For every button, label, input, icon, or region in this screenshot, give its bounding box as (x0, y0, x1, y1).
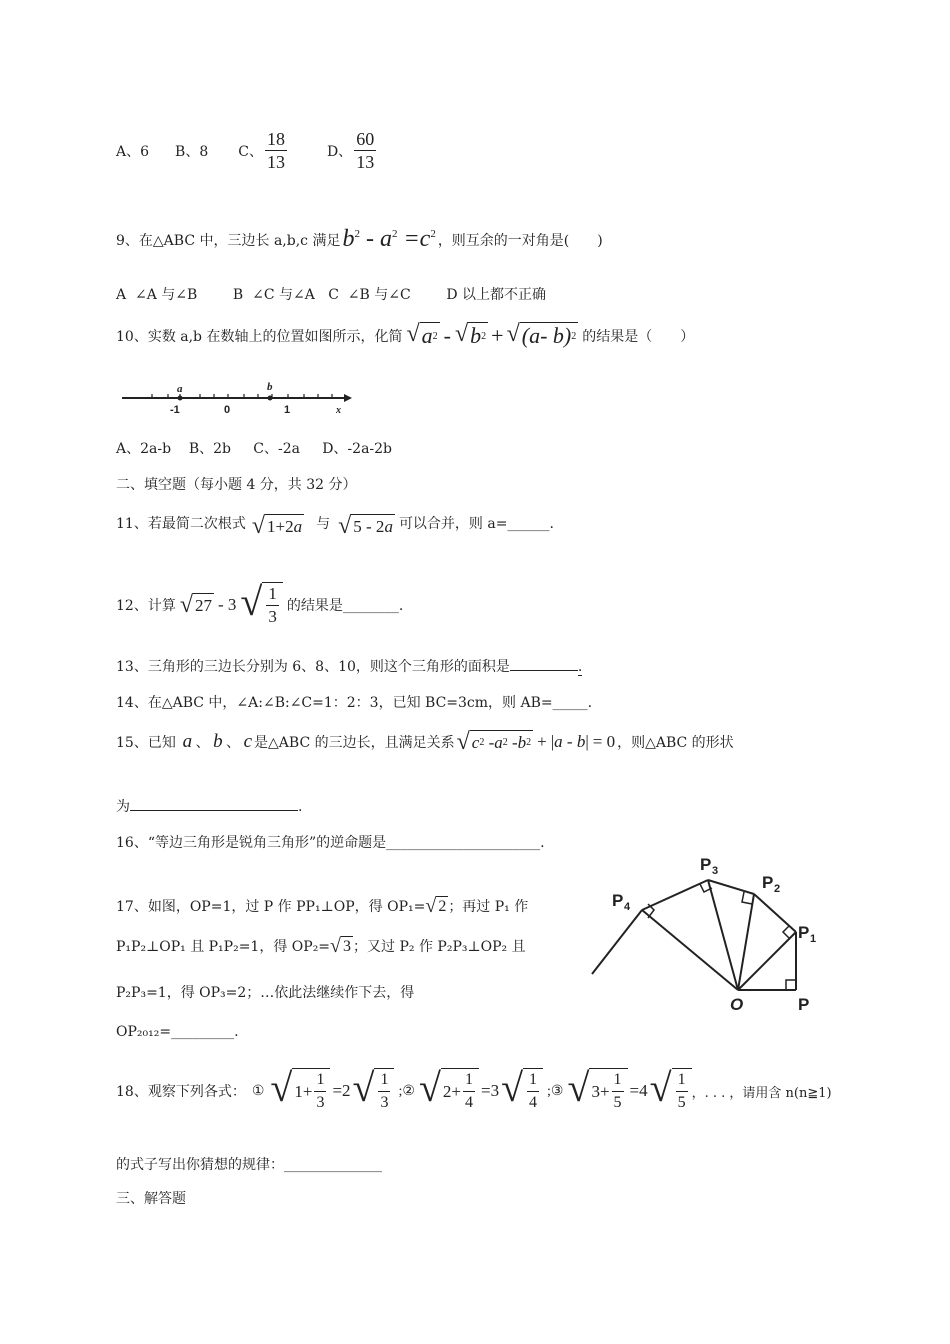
segment-P1P2 (754, 894, 796, 932)
q18-question: 18、观察下列各式： ① √ 1+ $\frac{1}{3}$ =2 √ $\frac{1}{3}$ ;② √ 2+ $\frac{1}{4}$ =3 √ $\frac{1}{4}$ ;③ √ 3+ $\frac{1}{5}$ =4 √ $\frac{1}{5}$ ，. . . ，请用含 n(n≧1) (116, 1068, 832, 1114)
section-3-heading: 三、解答题 (116, 1191, 186, 1207)
tick-label-1: 1 (284, 404, 291, 416)
q15-question: 15、已知 a 、 b 、 c 是△ABC 的三边长，且满足关系 √ c 2 - a 2 - b 2 + |a - b| = 0 ，则△ABC 的形状 (116, 729, 734, 755)
label-P2: P (762, 873, 774, 892)
segment-OP3 (708, 880, 738, 990)
q17-sqrt-2: √ 2 (425, 895, 447, 917)
svg-text:4: 4 (624, 901, 631, 913)
axis-label-x: x (336, 405, 341, 416)
q17-sqrt-3: √ 3 (330, 935, 352, 957)
segment-OP4 (642, 910, 738, 990)
q8-option-c-fraction: $\frac{18}{13}$ (266, 129, 285, 172)
q14-question: 14、在△ABC 中，∠A:∠B:∠C=1：2：3，已知 BC=3cm，则 AB=_____. (116, 695, 593, 711)
tick-label-0: 0 (224, 404, 231, 416)
point-a-dot (178, 396, 183, 401)
q10-question: 10、实数 a,b 在数轴上的位置如图所示，化简 √ a 2 - √ b 2 + √ (a- b) 2 的结果是（ ） (116, 321, 695, 348)
spiral-figure (586, 852, 834, 1020)
q8-option-d-fraction: $\frac{60}{13}$ (356, 129, 375, 172)
segment-P2P3 (708, 880, 754, 894)
q10-expression: √ a 2 - √ b 2 + √ (a- b) 2 (406, 321, 577, 348)
point-a-label: a (177, 383, 183, 395)
q16-question: 16、“等边三角形是锐角三角形”的逆命题是______________________. (116, 835, 545, 851)
right-angle-marks (648, 884, 796, 990)
q17-line-4: OP₂₀₁₂=_________. (116, 1024, 239, 1040)
q11-radical-1: √ 1+2 a (251, 513, 303, 539)
q8-option-a: A、6 (116, 143, 150, 160)
label-P: P (798, 995, 810, 1014)
label-P4: P (612, 891, 624, 910)
number-line-arrow (344, 394, 352, 402)
q12-expression: √ 27 - 3 √ $\frac{1}{3}$ (180, 582, 283, 628)
q12-question: 12、计算 √ 27 - 3 √ $\frac{1}{3}$ 的结果是________. (116, 579, 404, 626)
q15-line-2: 为 . (116, 796, 302, 816)
q9-question: 9、在△ABC 中，三边长 a,b,c 满足 $b^2 - a^2 =c^2$ ，则互余的一对角是( ) (116, 226, 603, 252)
q13-answer-blank[interactable] (510, 656, 578, 671)
section-2-heading: 二、填空题（每小题 4 分，共 32 分） (116, 477, 357, 493)
segment-P4-extension (592, 910, 642, 974)
svg-text:2: 2 (774, 883, 781, 895)
q11-radical-2: √ 5 - 2 a (338, 513, 393, 539)
q8-options (116, 128, 378, 173)
label-O: O (730, 995, 744, 1014)
tick-label-neg1: -1 (170, 404, 180, 416)
q18-line-2: 的式子写出你猜想的规律：______________ (116, 1157, 382, 1173)
q17-line-3: P₂P₃=1，得 OP₃=2；…依此法继续作下去，得 (116, 985, 415, 1001)
q10-options: A、2a-b B、2b C、-2a D、-2a-2b (116, 441, 393, 457)
q11-question: 11、若最简二次根式 √ 1+2 a 与 √ 5 - 2 a 可以合并，则 a=______. (116, 513, 554, 539)
segment-P3P4 (642, 880, 708, 910)
q17-line-2: P₁P₂⊥OP₁ 且 P₁P₂=1，得 OP₂= √ 3 ；又过 P₂ 作 P₂P₃⊥OP₂ 且 (116, 935, 526, 957)
number-line-figure (118, 380, 354, 420)
label-P3: P (700, 855, 712, 874)
svg-text:3: 3 (712, 865, 719, 877)
label-P1: P (798, 923, 810, 942)
q8-option-b: B、8 (175, 143, 209, 160)
q15-variables: a 、 b 、 c (177, 731, 253, 752)
q18-formulas: ① √ 1+ $\frac{1}{3}$ =2 √ $\frac{1}{3}$ ;② √ 2+ $\frac{1}{4}$ =3 √ $\frac{1}{4}$ ;③ √ 3+ $\frac{1}{5}$ =4 √ $\frac{1}{5}$ (252, 1068, 692, 1114)
q9-equation: $b^2 - a^2 =c^2$ (342, 226, 436, 252)
q8-option-d-prefix: D、 (326, 143, 353, 160)
q15-equation: √ c 2 - a 2 - b 2 + |a - b| = 0 (456, 729, 616, 755)
q13-question: 13、三角形的三边长分别为 6、8、10，则这个三角形的面积是 . (116, 656, 582, 676)
q15-answer-blank[interactable] (130, 796, 298, 811)
q9-options: A ∠A 与∠B B ∠C 与∠A C ∠B 与∠C D 以上都不正确 (116, 287, 546, 303)
q17-line-1: 17、如图，OP=1，过 P 作 PP₁⊥OP，得 OP₁= √ 2 ；再过 P₁ 作 (116, 895, 529, 917)
point-b-dot (268, 396, 273, 401)
point-b-label: b (267, 381, 273, 393)
svg-text:1: 1 (810, 933, 817, 945)
q8-option-c-prefix: C、 (238, 143, 263, 160)
